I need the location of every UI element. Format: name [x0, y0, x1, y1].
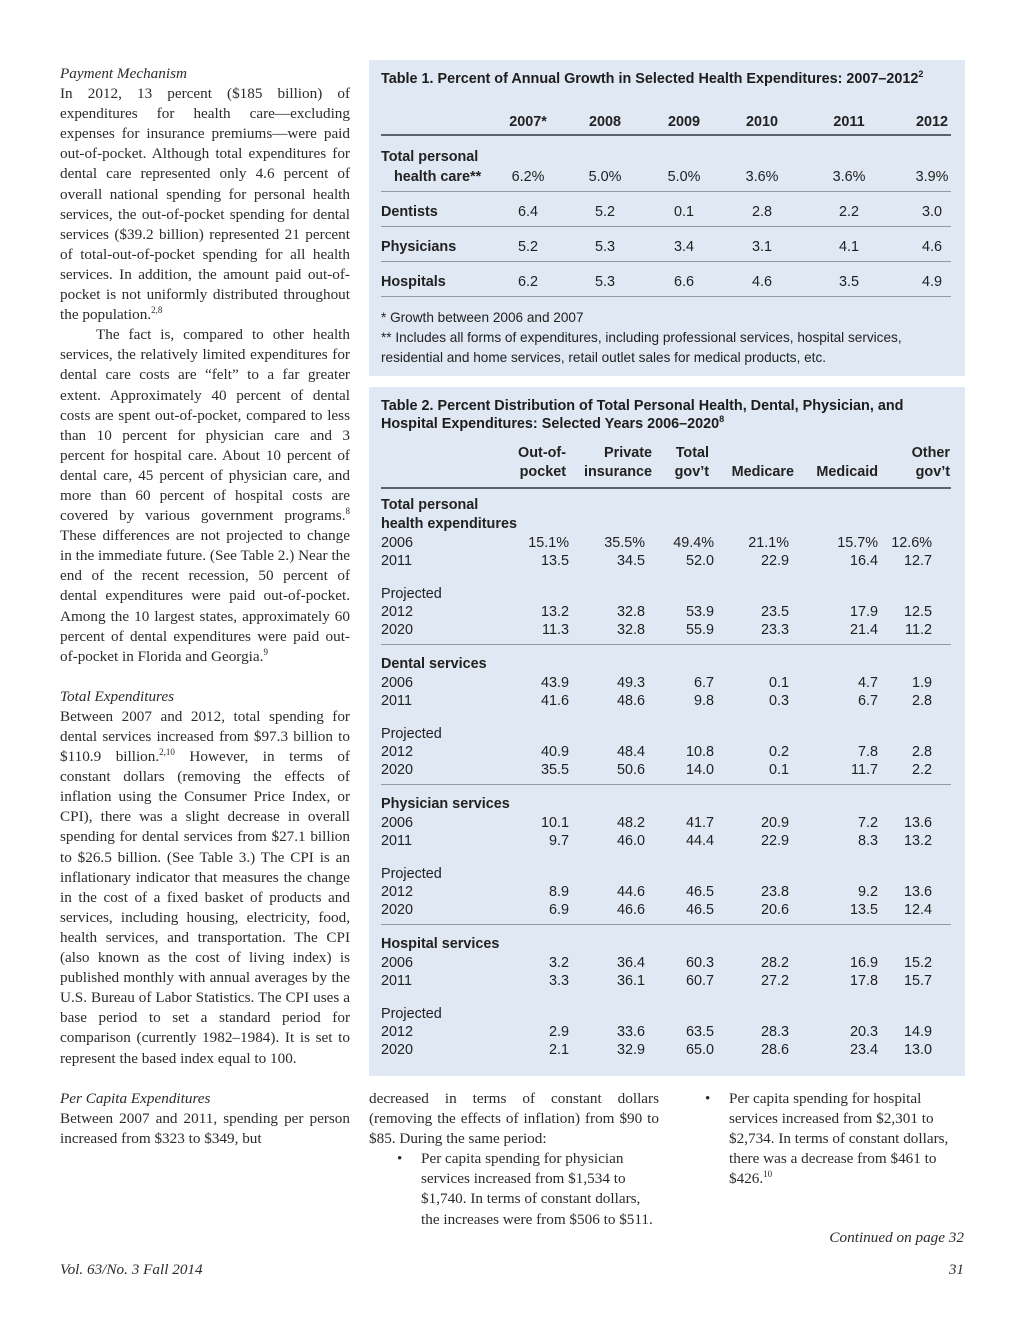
table-cell: 40.9 — [540, 744, 569, 760]
table-cell: 55.9 — [685, 622, 714, 638]
section-title: health expenditures — [381, 516, 517, 532]
table-cell: 32.8 — [616, 604, 645, 620]
paragraph-text: The fact is, compared to other health services, the relatively limited expenditures for dental care costs are “felt” to a far greater extent. Approximately 40 percent of dental costs are spent out-of-pocket, compared to less than 10 percent for physician care and 3 percent for hospital care. About 10 percent of dental care, 45 percent of physician care, and more than 60 percent of hospital costs are covered by various government programs. — [60, 326, 350, 525]
table-cell: 28.3 — [760, 1024, 789, 1040]
table-cell: 9.7 — [548, 833, 569, 849]
table-rule — [381, 296, 951, 297]
column-header: 2009 — [667, 114, 701, 130]
table-cell: 16.9 — [849, 955, 878, 971]
left-column — [60, 64, 350, 1149]
table-cell: 36.4 — [616, 955, 645, 971]
table-cell: 7.2 — [857, 815, 878, 831]
paragraph — [60, 707, 350, 1069]
bullet-text: Per capita spending for hospital services increased from $2,301 to $2,734. In terms of constant dollars, there was a decrease from $461 to $426. — [729, 1090, 949, 1188]
paragraph — [60, 325, 350, 667]
column-header: Total — [675, 445, 709, 461]
section-title: Physician services — [381, 796, 510, 812]
column-header: pocket — [519, 464, 566, 480]
table-cell: 7.8 — [857, 744, 878, 760]
reference: 10 — [763, 1169, 773, 1180]
table-cell: 5.2 — [517, 239, 539, 255]
table-cell: 3.5 — [838, 274, 860, 290]
table-cell: 13.2 — [903, 833, 932, 849]
bullet-icon: • — [705, 1090, 711, 1107]
table-title: Table 2. Percent Distribution of Total Personal Health, Dental, Physician, and Hospital Expenditures: Selected Years 2006–2020$^8$ — [381, 398, 904, 432]
reference: 9 — [263, 646, 268, 657]
table-rule — [381, 644, 951, 645]
table-cell: 23.3 — [760, 622, 789, 638]
table-cell: 14.9 — [903, 1024, 932, 1040]
reference: 2,8 — [151, 305, 163, 316]
table-cell: 12.7 — [903, 553, 932, 569]
table-cell: 15.2 — [903, 955, 932, 971]
bullet-item — [369, 1149, 659, 1229]
page-number: 31 — [948, 1261, 964, 1278]
row-label: Physicians — [381, 239, 457, 255]
year-label: 2011 — [381, 553, 412, 569]
table-cell: 44.4 — [685, 833, 714, 849]
table-cell: 34.5 — [616, 553, 645, 569]
table-cell: 6.9 — [548, 902, 569, 918]
bullet-icon: • — [397, 1150, 403, 1168]
table-2 — [369, 387, 965, 1076]
column-header: 2010 — [745, 114, 779, 130]
section-heading-total: Total Expenditures — [60, 687, 175, 705]
table-cell: 28.2 — [760, 955, 789, 971]
column-header: Out-of- — [518, 445, 566, 461]
year-label: 2006 — [381, 535, 414, 551]
table-1 — [369, 60, 965, 376]
column-header: 2008 — [588, 114, 622, 130]
table-cell: 14.0 — [685, 762, 714, 778]
table-cell: 15.1% — [528, 535, 569, 551]
continued-note: Continued on page 32 — [829, 1229, 964, 1246]
column-header: 2011 — [833, 114, 865, 130]
column-header: Medicaid — [816, 464, 878, 480]
table-cell: 22.9 — [760, 553, 789, 569]
table-cell: 6.6 — [673, 274, 695, 290]
footer-issue: Vol. 63/No. 3 Fall 2014 — [60, 1261, 203, 1278]
row-label: Hospitals — [381, 274, 446, 290]
year-label: 2020 — [381, 902, 414, 918]
table-cell: 8.9 — [548, 884, 569, 900]
section-heading-per-capita: Per Capita Expenditures — [60, 1089, 211, 1107]
table-cell: 11.3 — [542, 622, 569, 638]
table-cell: 0.1 — [768, 675, 789, 691]
year-label: 2006 — [381, 815, 414, 831]
table-cell: 3.1 — [751, 239, 773, 255]
middle-column — [369, 1089, 659, 1230]
projected-label: Projected — [381, 586, 442, 602]
table-cell: 49.3 — [616, 675, 645, 691]
table-cell: 65.0 — [685, 1042, 714, 1058]
table-cell: 49.4% — [673, 535, 714, 551]
table-cell: 10.8 — [685, 744, 714, 760]
paragraph: decreased in terms of constant dollars (removing the effects of inflation) from $90 to $85. During the same period: — [369, 1090, 659, 1148]
table-cell: 3.4 — [673, 239, 695, 255]
table-cell: 52.0 — [685, 553, 714, 569]
year-label: 2012 — [381, 1024, 414, 1040]
right-column — [703, 1089, 965, 1189]
table-note: * Growth between 2006 and 2007 — [381, 310, 584, 325]
table-cell: 4.9 — [921, 274, 943, 290]
table-cell: 0.1 — [673, 204, 695, 220]
table-cell: 4.7 — [857, 675, 878, 691]
column-header: gov’t — [915, 464, 950, 480]
table-cell: 46.5 — [685, 884, 714, 900]
table-cell: 48.4 — [616, 744, 645, 760]
table-rule — [381, 226, 951, 227]
table-cell: 9.2 — [857, 884, 878, 900]
table-cell: 21.1% — [748, 535, 789, 551]
table-rule — [381, 134, 951, 136]
table-cell: 2.1 — [548, 1042, 569, 1058]
table-cell: 4.1 — [838, 239, 860, 255]
table-cell: 27.2 — [760, 973, 789, 989]
table-cell: 46.6 — [616, 902, 645, 918]
table-cell: 48.2 — [616, 815, 645, 831]
table-rule — [381, 191, 951, 192]
bullet-item — [703, 1089, 965, 1189]
table-cell: 33.6 — [616, 1024, 645, 1040]
paragraph: Between 2007 and 2011, spending per person increased from $323 to $349, but — [60, 1109, 350, 1147]
table-cell: 9.8 — [693, 693, 714, 709]
table-cell: 3.0 — [921, 204, 943, 220]
table-cell: 3.6% — [832, 169, 866, 185]
projected-label: Projected — [381, 1006, 442, 1022]
year-label: 2012 — [381, 604, 414, 620]
year-label: 2011 — [381, 693, 412, 709]
table-cell: 22.9 — [760, 833, 789, 849]
row-label: Dentists — [381, 204, 438, 220]
table-cell: 11.2 — [905, 622, 932, 638]
projected-label: Projected — [381, 726, 442, 742]
table-cell: 17.9 — [849, 604, 878, 620]
table-cell: 6.7 — [693, 675, 714, 691]
table-cell: 32.9 — [616, 1042, 645, 1058]
table-cell: 4.6 — [751, 274, 773, 290]
column-header: Other — [911, 445, 950, 461]
table-cell: 44.6 — [616, 884, 645, 900]
table-rule — [381, 924, 951, 925]
table-cell: 23.8 — [760, 884, 789, 900]
table-rule — [381, 487, 951, 489]
table-cell: 41.7 — [685, 815, 714, 831]
column-header: 2007* — [509, 114, 547, 130]
table-cell: 28.6 — [760, 1042, 789, 1058]
section-title: Dental services — [381, 656, 487, 672]
table-cell: 5.0% — [667, 169, 701, 185]
table-cell: 2.8 — [911, 744, 932, 760]
table-cell: 4.6 — [921, 239, 943, 255]
year-label: 2020 — [381, 762, 414, 778]
column-header: 2012 — [915, 114, 949, 130]
table-cell: 2.8 — [911, 693, 932, 709]
table-rule — [381, 261, 951, 262]
table-cell: 53.9 — [685, 604, 714, 620]
reference: 8 — [719, 414, 725, 425]
paragraph — [60, 84, 350, 325]
table-cell: 0.1 — [768, 762, 789, 778]
reference: 8 — [345, 506, 350, 516]
row-label: Total personal — [381, 149, 479, 165]
table-cell: 32.8 — [616, 622, 645, 638]
table-cell: 15.7% — [837, 535, 878, 551]
table-cell: 23.5 — [760, 604, 789, 620]
table-cell: 3.3 — [548, 973, 569, 989]
table-note: residential and home services, retail outlet sales for medical products, etc. — [381, 350, 827, 365]
table-cell: 13.5 — [540, 553, 569, 569]
table-cell: 46.0 — [616, 833, 645, 849]
table-cell: 15.7 — [903, 973, 932, 989]
table-cell: 43.9 — [540, 675, 569, 691]
table-note: ** Includes all forms of expenditures, including professional services, hospital services, — [381, 330, 902, 345]
table-cell: 35.5 — [540, 762, 569, 778]
column-header: Medicare — [731, 464, 794, 480]
table-cell: 13.5 — [849, 902, 878, 918]
year-label: 2020 — [381, 1042, 414, 1058]
table-cell: 5.2 — [594, 204, 616, 220]
table-cell: 13.0 — [903, 1042, 932, 1058]
year-label: 2006 — [381, 675, 414, 691]
row-label: health care** — [394, 169, 482, 185]
year-label: 2020 — [381, 622, 414, 638]
paragraph-text: However, in terms of constant dollars (removing the effects of inflation using the Consumer Price Index, or CPI), there was a slight decrease in overall spending for dental services from $27.1 billion to $26.5 billion. (See Table 3.) The CPI is an inflationary indicator that measures the change in the cost of a fixed basket of products and services, including housing, electricity, food, health services, and transportation. The CPI (also known as the cost of living index) is published monthly with annual averages by the U.S. Bureau of Labor Statistics. The CPI uses a base period to set a standard period for comparison (currently 1982–1984). It is set to represent the based index equal to 100. — [60, 748, 350, 1067]
table-cell: 63.5 — [685, 1024, 714, 1040]
paragraph-text: Between 2007 and 2012, total spending for dental services increased from $97.3 billion to $110.9 billion. — [60, 707, 350, 766]
table-cell: 41.6 — [540, 693, 569, 709]
table-cell: 12.4 — [903, 902, 932, 918]
year-label: 2011 — [381, 973, 412, 989]
table-cell: 2.9 — [548, 1024, 569, 1040]
reference: 2,10 — [159, 747, 175, 758]
table-cell: 13.6 — [903, 884, 932, 900]
table-cell: 12.5 — [903, 604, 932, 620]
table-cell: 3.6% — [745, 169, 779, 185]
table-title: Table 1. Percent of Annual Growth in Selected Health Expenditures: 2007–2012$^2$ — [381, 69, 924, 87]
table-cell: 0.3 — [768, 693, 789, 709]
table-cell: 48.6 — [616, 693, 645, 709]
table-cell: 20.3 — [849, 1024, 878, 1040]
table-cell: 13.6 — [903, 815, 932, 831]
table-cell: 35.5% — [604, 535, 645, 551]
table-cell: 5.3 — [594, 239, 616, 255]
year-label: 2012 — [381, 884, 414, 900]
column-header: Private — [604, 445, 652, 461]
table-cell: 17.8 — [849, 973, 878, 989]
section-title: Total personal — [381, 497, 479, 513]
table-cell: 6.4 — [517, 204, 539, 220]
year-label: 2011 — [381, 833, 412, 849]
table-cell: 21.4 — [849, 622, 878, 638]
table-cell: 10.1 — [540, 815, 569, 831]
table-cell: 36.1 — [616, 973, 645, 989]
table-cell: 46.5 — [685, 902, 714, 918]
table-rule — [381, 784, 951, 785]
section-title: Hospital services — [381, 936, 500, 952]
paragraph-text: In 2012, 13 percent ($185 billion) of expenditures for health care—excluding expenses for insurance premiums—were paid out-of-pocket. Although total expenditures for dental care represented only 4.6 percent of overall national spending for personal health services, the out-of-pocket spending for dental services ($39.2 billion) represented 21 percent of total-out-of-pocket spending for all health services. In addition, the amount paid out-of-pocket is not uniformly distributed throughout the population. — [60, 85, 350, 324]
table-cell: 5.0% — [588, 169, 622, 185]
table-cell: 2.8 — [751, 204, 773, 220]
table-cell: 20.9 — [760, 815, 789, 831]
table-cell: 5.3 — [594, 274, 616, 290]
table-cell: 12.6% — [891, 535, 932, 551]
table-cell: 1.9 — [911, 675, 932, 691]
table-cell: 20.6 — [760, 902, 789, 918]
table-cell: 11.7 — [851, 762, 878, 778]
column-header: gov’t — [674, 464, 709, 480]
table-cell: 8.3 — [857, 833, 878, 849]
table-cell: 6.2 — [517, 274, 539, 290]
table-cell: 2.2 — [911, 762, 932, 778]
table-cell: 16.4 — [849, 553, 878, 569]
year-label: 2006 — [381, 955, 414, 971]
column-header: insurance — [584, 464, 652, 480]
section-heading-payment: Payment Mechanism — [60, 65, 187, 82]
reference: 2 — [918, 69, 924, 80]
projected-label: Projected — [381, 866, 442, 882]
bullet-text: Per capita spending for physician services increased from $1,534 to $1,740. In terms of constant dollars, the increases were from $506 to $511. — [421, 1150, 653, 1228]
table-cell: 23.4 — [849, 1042, 878, 1058]
table-cell: 60.7 — [685, 973, 714, 989]
table-cell: 6.7 — [857, 693, 878, 709]
table-cell: 50.6 — [616, 762, 645, 778]
paragraph-text: These differences are not projected to change in the immediate future. (See Table 2.) Near the end of the recent recession, 50 percent of dental expenditures were paid out-of-pocket. Among the 10 largest states, approximately 60 percent of dental expenditures were paid out-of-pocket in Florida and Georgia. — [60, 527, 350, 665]
table-cell: 13.2 — [540, 604, 569, 620]
table-cell: 0.2 — [768, 744, 789, 760]
table-cell: 60.3 — [685, 955, 714, 971]
table-cell: 3.9% — [915, 169, 949, 185]
table-cell: 6.2% — [511, 169, 545, 185]
year-label: 2012 — [381, 744, 414, 760]
table-cell: 2.2 — [838, 204, 860, 220]
table-cell: 3.2 — [548, 955, 569, 971]
